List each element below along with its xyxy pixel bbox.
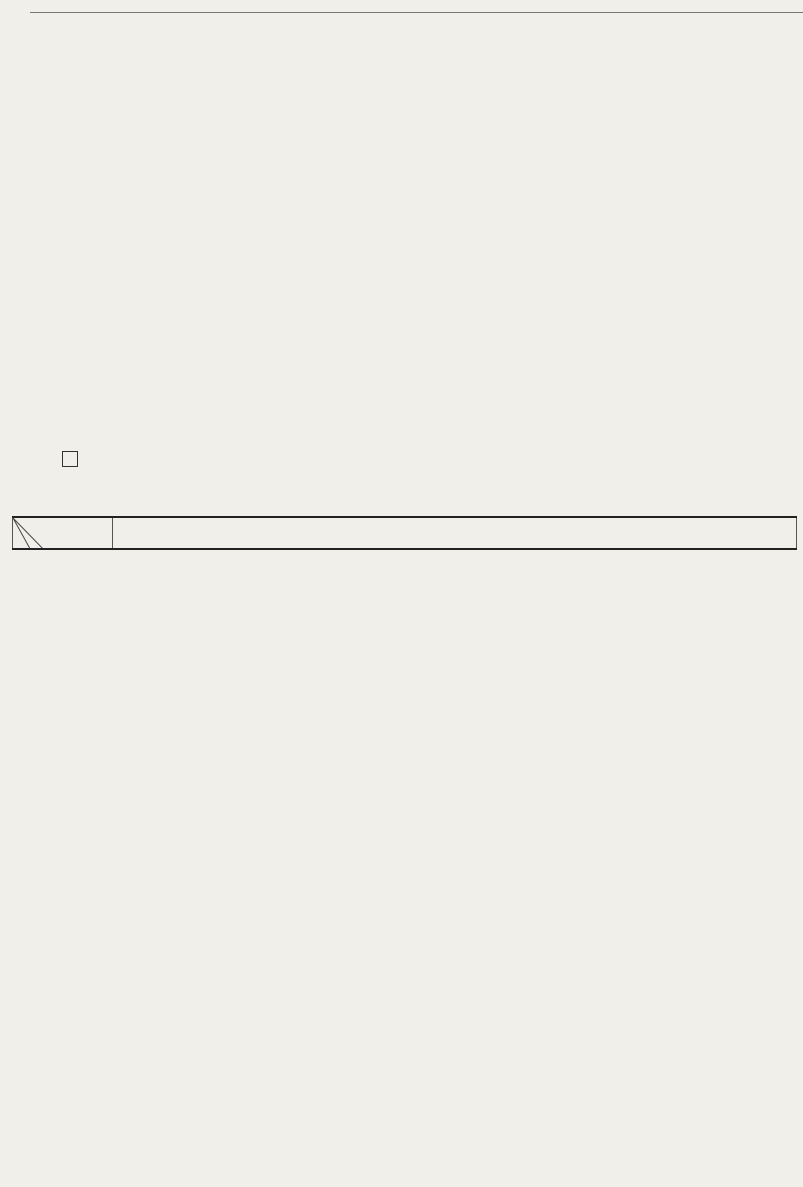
table-corner-cell (13, 517, 113, 549)
header-rule (30, 12, 803, 13)
group-header-kaikou (113, 517, 797, 549)
empty-box-icon (62, 451, 78, 467)
syllable-intro (50, 450, 78, 469)
syllable-table (12, 516, 797, 550)
corner-diagonals (13, 518, 113, 549)
